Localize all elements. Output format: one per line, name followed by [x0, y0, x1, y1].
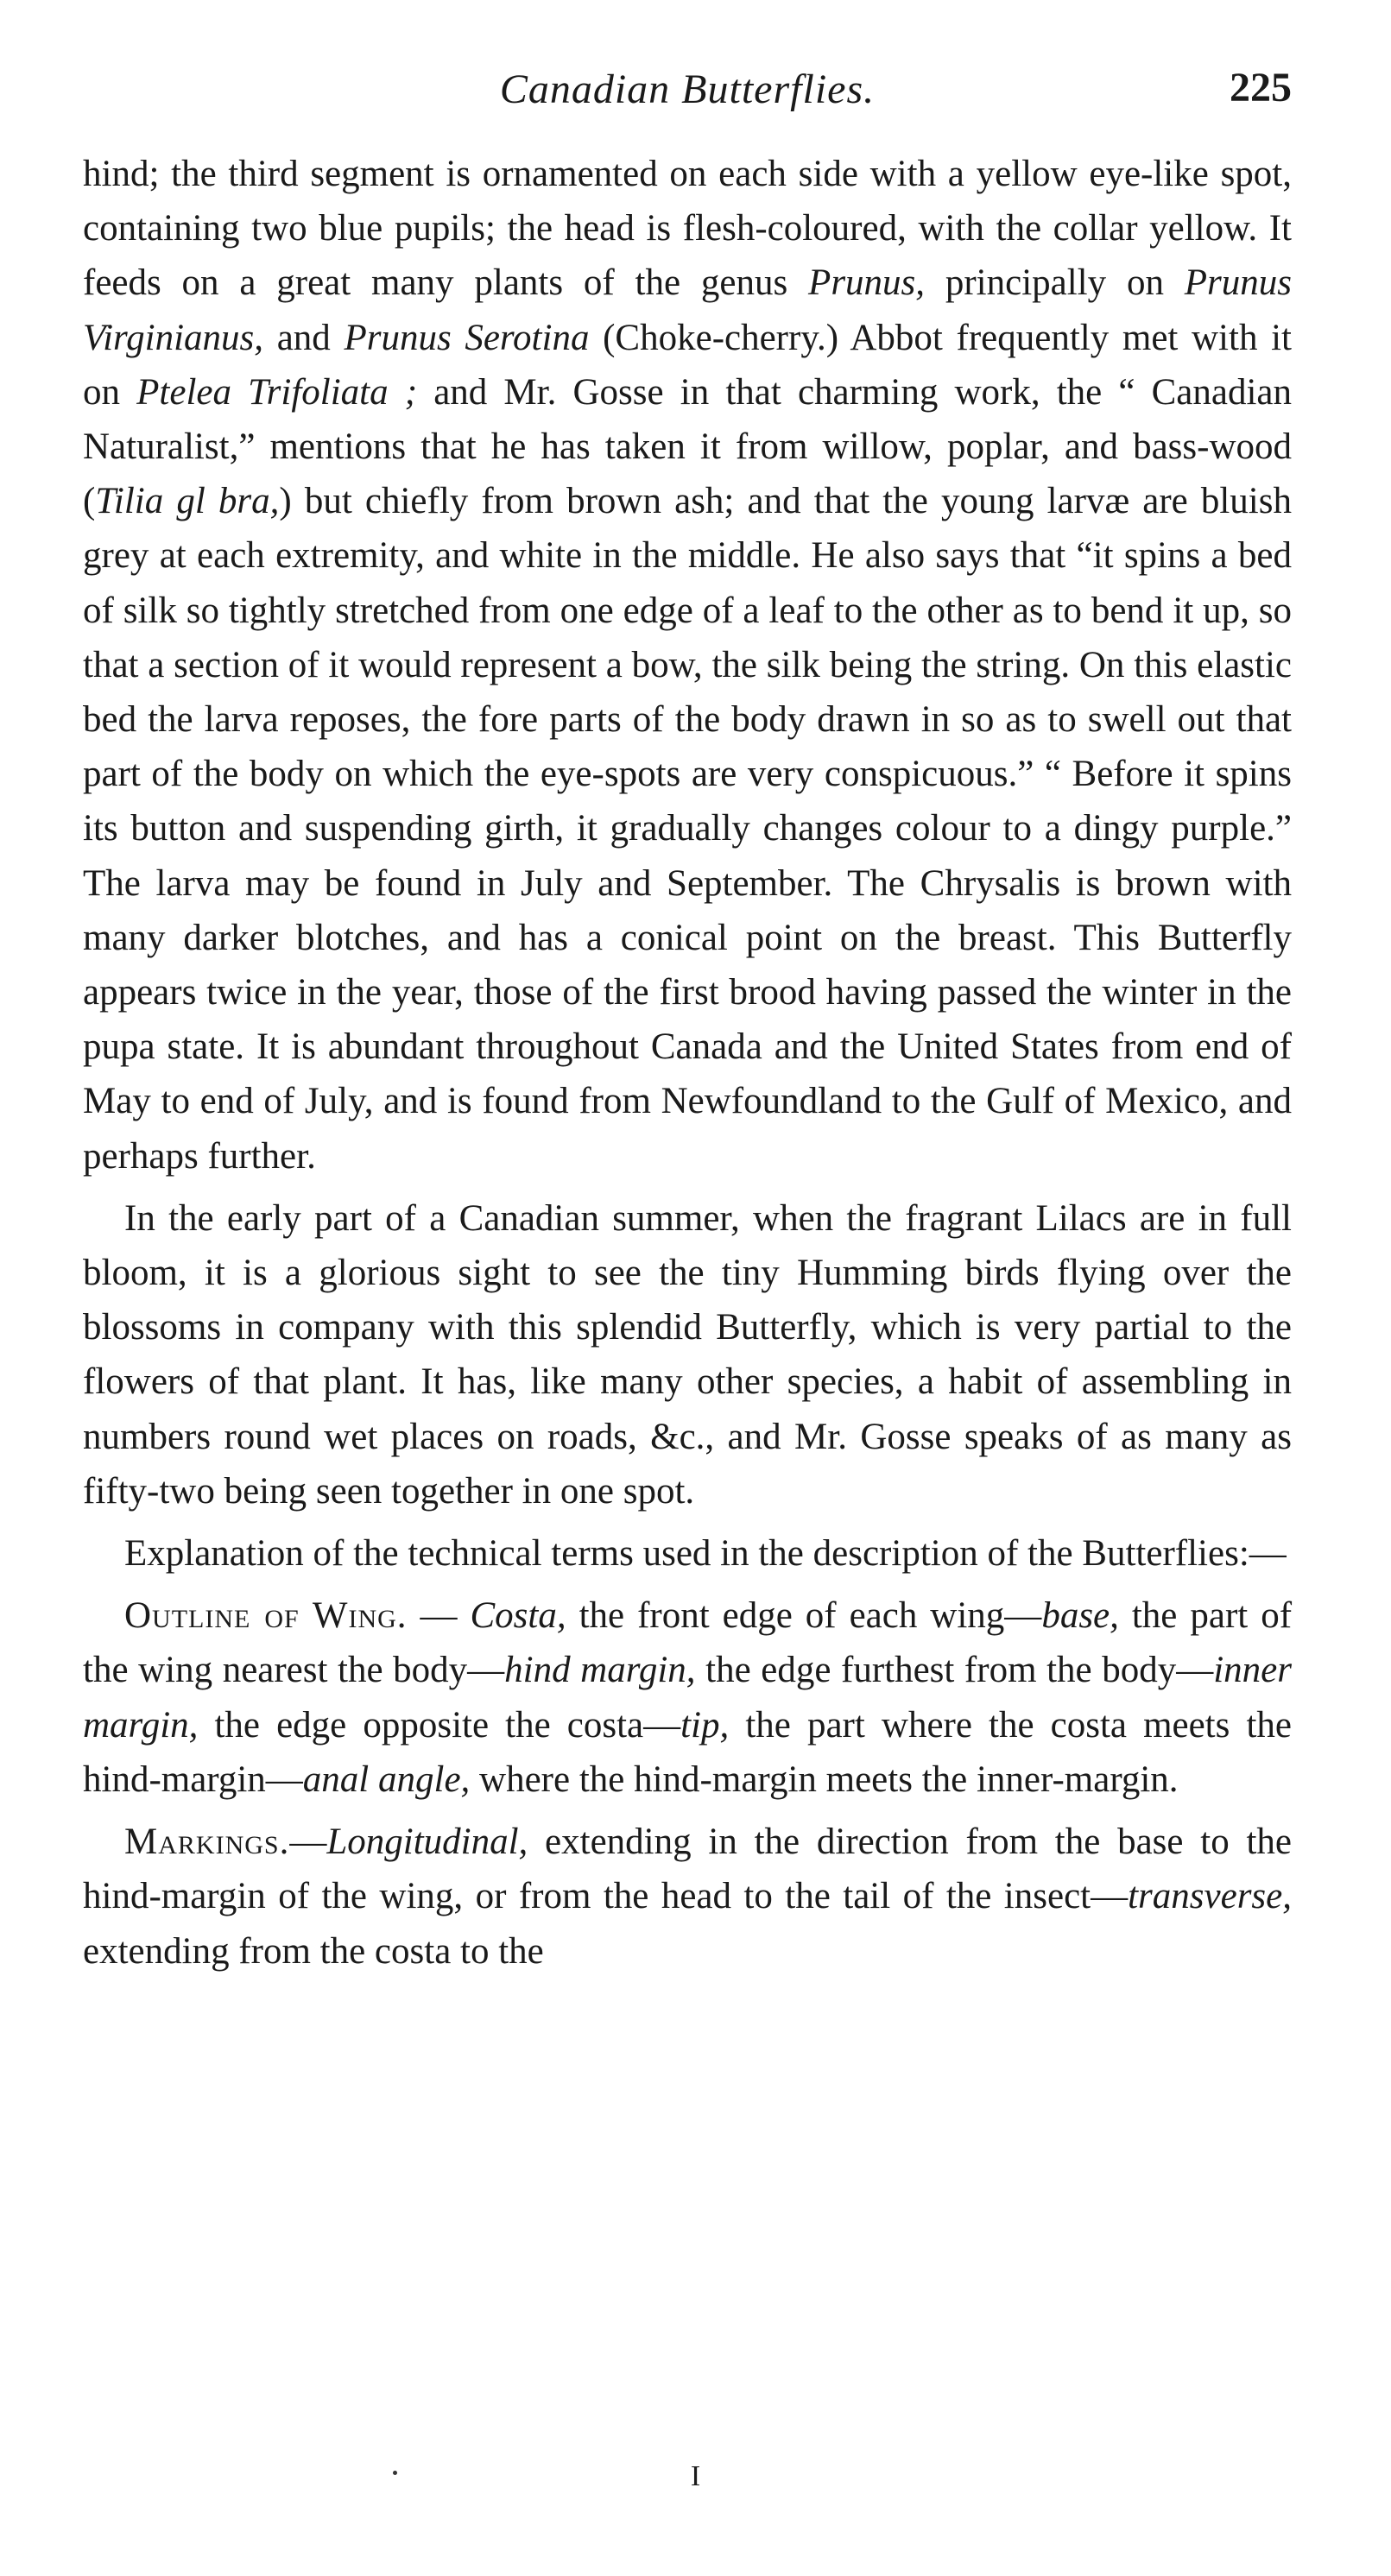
- paragraph-larva-description: hind; the third segment is ornamented on each side with a yellow eye-like spot, containing two blue pupils; the head is flesh-coloured, with the collar yellow. It feeds on a great many plants of the genus Prunus, principally on Prunus Virginianus, and Prunus Serotina (Choke-cherry.) Abbot frequently met with it on Ptelea Trifoliata ; and Mr. Gosse in that charming work, the “ Canadian Naturalist,” mentions that he has taken it from willow, poplar, and bass-wood (Tilia gl bra,) but chiefly from brown ash; and that the young larvæ are bluish grey at each extremity, and white in the middle. He also says that “it spins a bed of silk so tightly stretched from one edge of a leaf to the other as to bend it up, so that a section of it would represent a bow, the silk being the string. On this elastic bed the larva reposes, the fore parts of the body drawn in so as to swell out that part of the body on which the eye-spots are very conspicuous.” “ Before it spins its button and suspending girth, it gradually changes colour to a dingy purple.” The larva may be found in July and September. The Chrysalis is brown with many darker blotches, and has a conical point on the breast. This Butterfly appears twice in the year, those of the first brood having passed the winter in the pupa state. It is abundant throughout Canada and the United States from end of May to end of July, and is found from Newfoundland to the Gulf of Mexico, and perhaps further.: [83, 154, 1293, 1177]
- book-page: [83, 60, 1292, 1986]
- paragraph-lilacs: In the early part of a Canadian summer, when the fragrant Lilacs are in full bloom, it is a glorious sight to see the tiny Humming birds flying over the blossoms in company with this splendid Butterfly, which is very partial to the flowers of that plant. It has, like many other species, a habit of assembling in numbers round wet places on roads, &c., and Mr. Gosse speaks of as many as fifty-two being seen together in one spot.: [83, 1197, 1292, 1512]
- page-number: 225: [1230, 65, 1292, 110]
- running-head: [83, 60, 1292, 147]
- body-text: [83, 147, 1292, 1979]
- paragraph-explanation: Explanation of the technical terms used in the description of the Butterflies:—: [124, 1533, 1287, 1575]
- section-heading-outline: Outline of Wing.: [124, 1595, 408, 1637]
- signature-mark: I: [690, 2460, 701, 2492]
- running-title: Canadian Butterflies.: [499, 66, 876, 112]
- paragraph-outline-of-wing: Outline of Wing. — Costa, the front edge of each wing—base, the part of the wing nearest the body—hind margin, the edge furthest from the body—inner margin, the edge opposite the costa—tip, the part where the costa meets the hind-margin—anal angle, where the hind-margin meets the inner-margin.: [83, 1595, 1293, 1800]
- paragraph-markings: Markings.—Longitudinal, extending in the direction from the base to the hind-margin of the wing, or from the head to the tail of the insect—transverse, extending from the costa to the: [83, 1822, 1292, 1972]
- section-heading-markings: Markings.: [124, 1822, 290, 1863]
